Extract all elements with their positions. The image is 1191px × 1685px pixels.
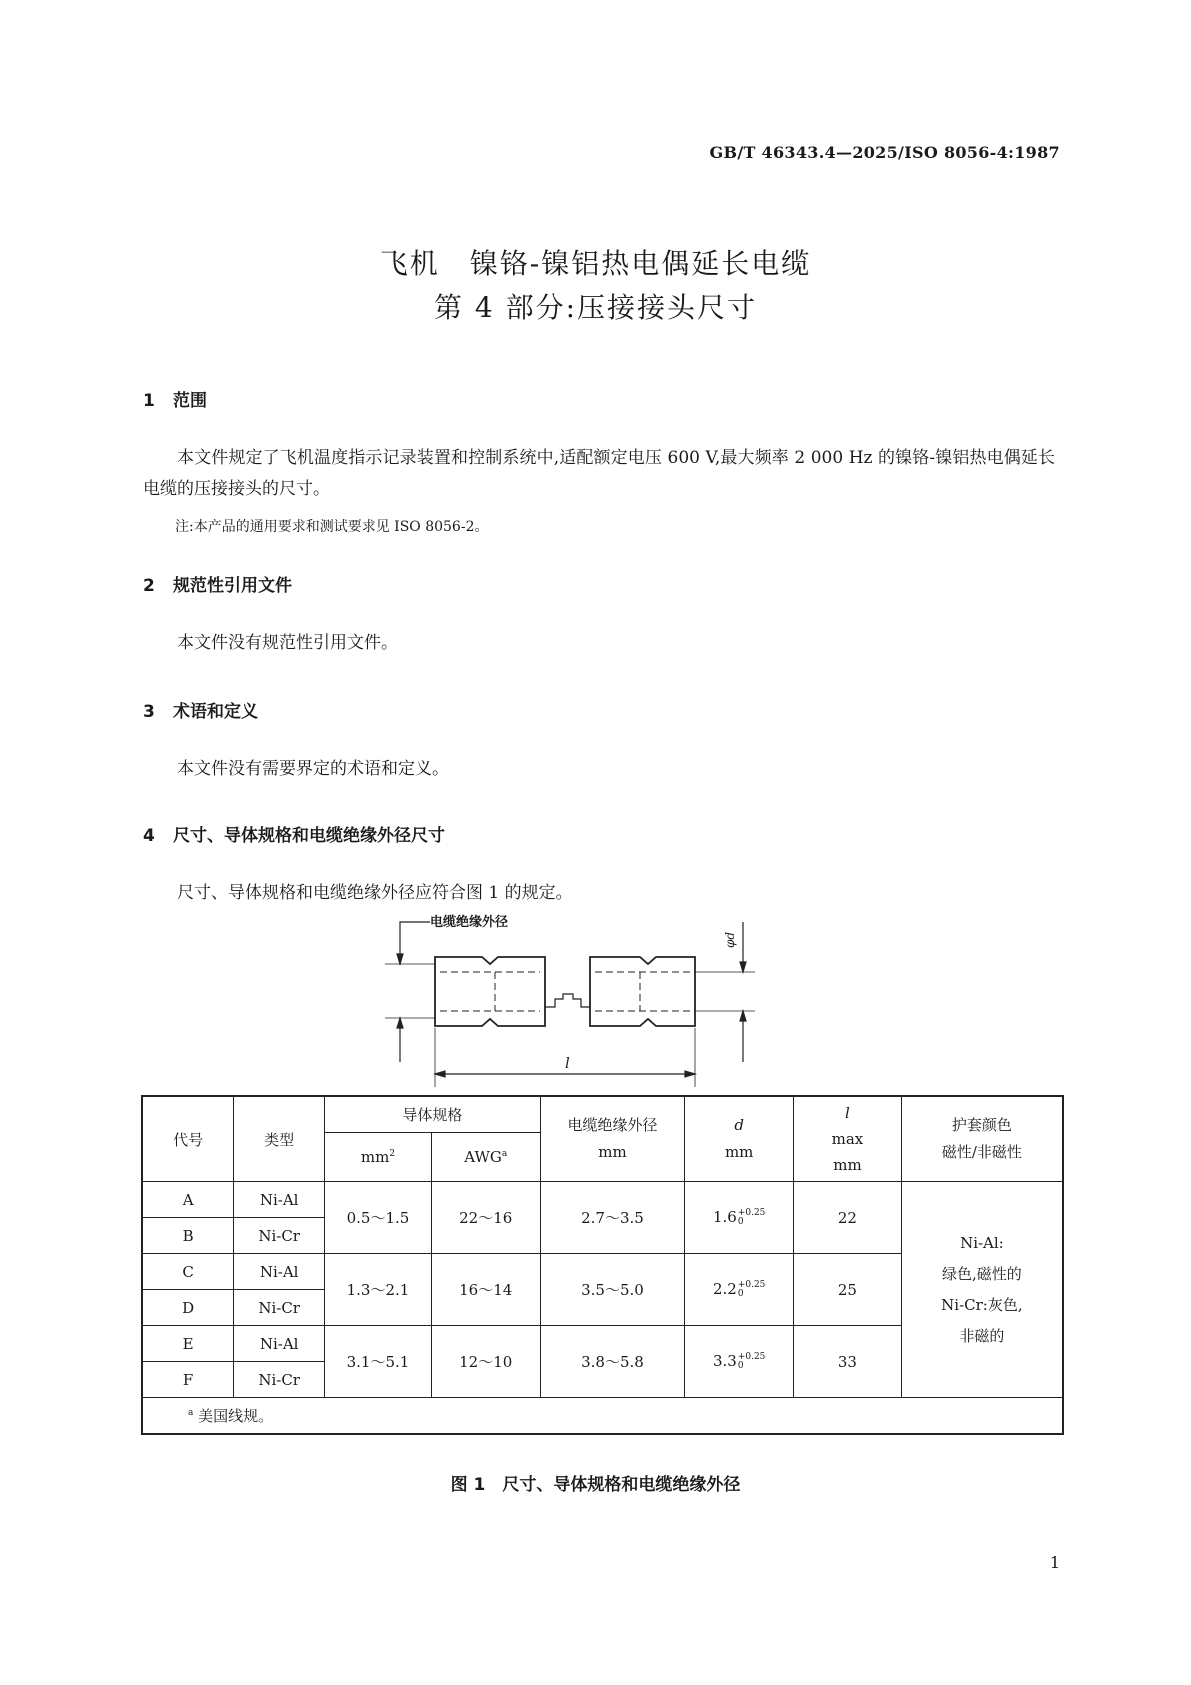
table-footnote: [142, 1398, 1063, 1435]
section-number: 3: [143, 702, 155, 722]
color-line-4: 非磁的: [959, 1326, 1005, 1345]
references-paragraph: 本文件没有规范性引用文件。: [177, 633, 398, 653]
scope-paragraph: 本文件规定了飞机温度指示记录装置和控制系统中,适配额定电压 600 V,最大频率 2 000 Hz 的镍铬-镍铝热电偶延长电缆的压接接头的尺寸。: [143, 448, 1055, 499]
cell-insulation: 2.7～3.5: [540, 1182, 685, 1254]
cell-l-max: 22: [794, 1182, 902, 1254]
d-tol-upper: +0.25: [737, 1280, 766, 1290]
center-stop: [545, 994, 590, 1007]
magnetic-heading: 磁性/非磁性: [941, 1143, 1022, 1161]
cell-d: 1.6+0.25 0: [685, 1182, 794, 1254]
l-unit: mm: [833, 1156, 862, 1174]
row-code: D: [142, 1290, 234, 1326]
l-heading: l: [845, 1104, 850, 1122]
row-type: Ni-Cr: [234, 1362, 325, 1398]
insulation-diameter-label: 电缆绝缘外径: [430, 915, 509, 930]
cell-mm2: 0.5～1.5: [325, 1182, 432, 1254]
cell-awg: 22～16: [431, 1182, 540, 1254]
cell-insulation: 3.8～5.8: [540, 1326, 685, 1398]
row-type: Ni-Cr: [234, 1218, 325, 1254]
dimensions-table: [141, 1095, 1064, 1435]
cell-d: 3.3+0.25 0: [685, 1326, 794, 1398]
section-heading-dimensions: [143, 821, 445, 846]
scope-note: 注:本产品的通用要求和测试要求见 ISO 8056-2。: [175, 519, 489, 535]
row-type: Ni-Al: [234, 1254, 325, 1290]
row-type: Ni-Cr: [234, 1290, 325, 1326]
cell-mm2: 1.3～2.1: [325, 1254, 432, 1326]
section-heading-terms: [143, 697, 258, 722]
d-label: φd: [723, 931, 737, 948]
document-title-line2: 第 4 部分:压接接头尺寸: [433, 291, 758, 324]
standard-code: GB/T 46343.4—2025/ISO 8056-4:1987: [709, 143, 1060, 162]
d-tol-lower: 0: [737, 1289, 744, 1299]
section-title: 尺寸、导体规格和电缆绝缘外径尺寸: [173, 826, 445, 846]
header-mm2: $mm^2$: [325, 1133, 432, 1182]
mm2-superscript: 2: [389, 1149, 396, 1159]
header-conductor: 导体规格: [325, 1096, 541, 1133]
section-heading-references: [143, 571, 292, 596]
cell-d: 2.2+0.25 0: [685, 1254, 794, 1326]
d-heading: d: [734, 1116, 744, 1134]
row-code: C: [142, 1254, 234, 1290]
header-l: [794, 1096, 902, 1182]
cell-sheath-color: [901, 1182, 1063, 1398]
row-type: Ni-Al: [234, 1326, 325, 1362]
awg-footnote-mark: a: [501, 1149, 508, 1159]
cell-mm2: 3.1～5.1: [325, 1326, 432, 1398]
cell-l-max: 33: [794, 1326, 902, 1398]
insulation-unit: mm: [598, 1143, 627, 1161]
color-line-2: 绿色,磁性的: [942, 1264, 1022, 1283]
color-line-1: Ni-Al:: [960, 1233, 1004, 1252]
document-title-line1: 飞机 镍铬-镍铝热电偶延长电缆: [379, 247, 812, 280]
section-number: 4: [143, 826, 155, 846]
d-unit: mm: [724, 1143, 754, 1161]
right-sleeve: [590, 957, 695, 1026]
insulation-arrow-top: [397, 954, 403, 964]
row-code: B: [142, 1218, 234, 1254]
dimensions-paragraph: 尺寸、导体规格和电缆绝缘外径应符合图 1 的规定。: [177, 883, 573, 903]
insulation-arrow-bottom: [397, 1018, 403, 1028]
sheath-heading: 护套颜色: [951, 1116, 1012, 1134]
section-number: 2: [143, 576, 155, 596]
header-code: 代号: [142, 1096, 234, 1182]
footnote-mark: a: [188, 1408, 194, 1418]
d-tol-lower: 0: [737, 1217, 744, 1227]
page-number: 1: [1049, 1553, 1060, 1572]
section-title: 规范性引用文件: [173, 576, 292, 596]
hidden-bore-lines: [440, 972, 690, 1011]
insulation-leader: [400, 922, 430, 962]
header-sheath: [901, 1096, 1063, 1182]
section-number: 1: [143, 391, 155, 411]
insulation-heading: 电缆绝缘外径: [567, 1116, 658, 1134]
header-d: [685, 1096, 794, 1182]
header-type: 类型: [234, 1096, 325, 1182]
footnote-text: 美国线规。: [198, 1407, 274, 1425]
d-tol-upper: +0.25: [737, 1208, 766, 1218]
crimp-splice-drawing: [385, 912, 825, 1087]
d-tol-lower: 0: [737, 1361, 744, 1371]
figure-caption: 图 1 尺寸、导体规格和电缆绝缘外径: [450, 1475, 741, 1495]
row-type: Ni-Al: [234, 1182, 325, 1218]
section-title: 范围: [173, 391, 207, 411]
row-code: A: [142, 1182, 234, 1218]
cell-awg: 16～14: [431, 1254, 540, 1326]
l-max: max: [831, 1130, 864, 1148]
d-tol-upper: +0.25: [737, 1352, 766, 1362]
header-insulation: [540, 1096, 685, 1182]
section-title: 术语和定义: [173, 702, 258, 722]
row-code: E: [142, 1326, 234, 1362]
left-sleeve: [435, 957, 545, 1026]
l-label: l: [565, 1054, 570, 1072]
cell-awg: 12～10: [431, 1326, 540, 1398]
header-awg: AWG$^a$: [431, 1133, 540, 1182]
row-code: F: [142, 1362, 234, 1398]
cell-insulation: 3.5～5.0: [540, 1254, 685, 1326]
cell-l-max: 25: [794, 1254, 902, 1326]
color-line-3: Ni-Cr:灰色,: [941, 1295, 1023, 1314]
section-heading-scope: [143, 386, 207, 411]
terms-paragraph: 本文件没有需要界定的术语和定义。: [177, 759, 449, 779]
